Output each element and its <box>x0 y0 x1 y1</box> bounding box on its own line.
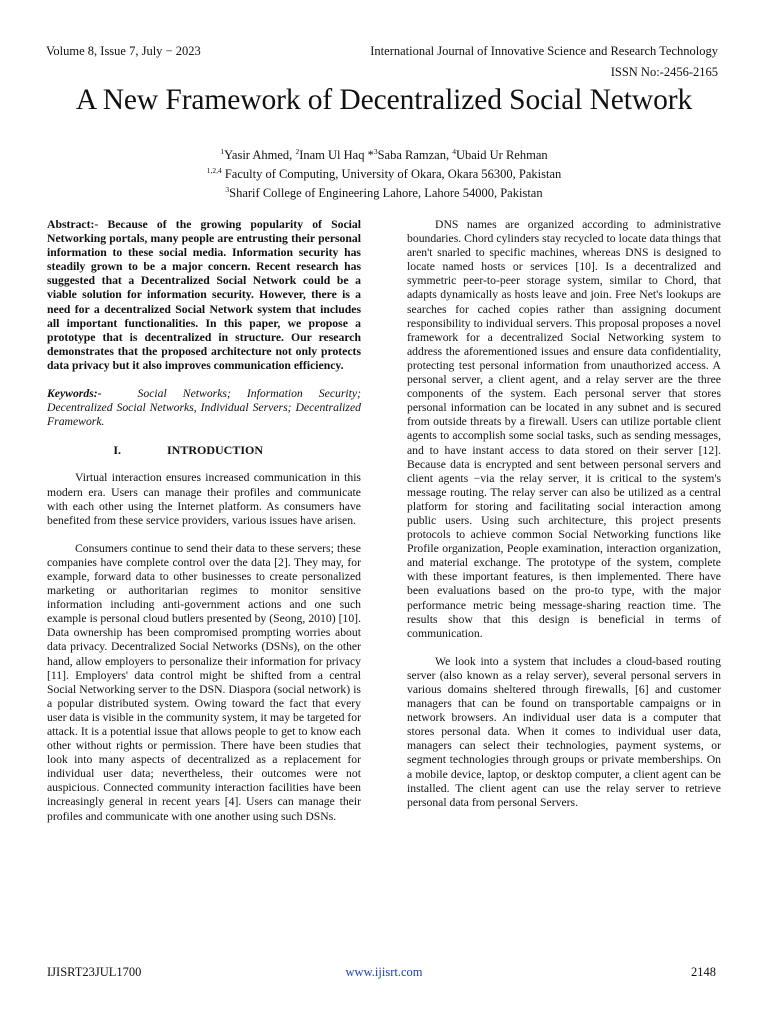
body-paragraph: We look into a system that includes a cloud-based routing server (also known as a relay server), several personal servers in various domains sheltered through firewalls, [6] and customer managers that can be found on transportable campaigns or in network browsers. An individual user data is a computer that stores personal data. When it comes to individual user data, managers can select their technologies, payment systems, or segment technologies through groups or private memberships. On a mobile device, laptop, or desktop computer, a client agent can be installed. The client agent can use the relay server to retrieve personal data from personal Servers. <box>407 654 721 809</box>
affiliation-1 <box>0 163 768 182</box>
issn-number: ISSN No:-2456-2165 <box>610 65 718 79</box>
body-paragraph: Virtual interaction ensures increased communication in this modern era. Users can manage their profiles and communicate with each other using the Internet platform. As consumers have benefited from these service providers, various issues have arisen. <box>47 471 361 527</box>
author-2: Inam Ul Haq * <box>299 148 374 163</box>
author-4: Ubaid Ur Rehman <box>455 148 548 163</box>
abstract: Abstract:- Because of the growing popularity of Social Networking portals, many people are entrusting their personal information to these social media. Information security has steadily grown to be a major concern. Recent research has suggested that a Decentralized Social Network could be a viable solution for information security. However, there is a need for a decentralized Social Network system that includes all important functionalities. In this paper, we propose a prototype that is decentralized in structure. Our research demonstrates that the proposed architecture not only protects data privacy but it also improves communication efficiency. <box>47 218 361 372</box>
running-header-journal: International Journal of Innovative Science and Research Technology <box>370 44 718 58</box>
author-2-affil: 2 <box>295 147 300 156</box>
affiliation-2-marker: 3 <box>225 185 230 195</box>
author-4-affil: 4 <box>452 147 456 156</box>
section-title: INTRODUCTION <box>167 443 264 458</box>
section-heading <box>47 443 361 457</box>
section-number: I. <box>113 443 121 458</box>
footer-paper-id: IJISRT23JUL1700 <box>47 965 142 979</box>
author-names <box>0 144 768 163</box>
author-1-affil: 1 <box>220 147 225 156</box>
author-3-affil: 3 <box>373 147 378 156</box>
right-column <box>407 218 721 810</box>
paper-title: A New Framework of Decentralized Social Network <box>75 84 693 116</box>
running-header-volume: Volume 8, Issue 7, July − 2023 <box>46 44 201 58</box>
page-number: 2148 <box>691 965 716 979</box>
author-block <box>0 144 768 201</box>
keywords <box>47 387 361 429</box>
affiliation-2 <box>0 182 768 201</box>
left-column <box>47 218 361 824</box>
body-paragraph: DNS names are organized according to administrative boundaries. Chord cylinders stay recycled to locate data things that aren't snarled to specific machines, whereas DNS is designed to locate named hosts or services [10]. Is a decentralized and symmetric peer-to-peer storage system, similar to Chord, that adapts dynamically as hosts leave and join. Free Net's lookups are searches for cached copies rather than assigning document responsibility to individual servers. This proposal proposes a novel framework for a decentralized Social Networking system to address the aforementioned issues and ensure data confidentiality, protecting test personal information from unauthorized access. A personal server, a client agent, and a relay server are the three components of the system. Each personal server that stores personal information can be located in any subnet and is secured from outside threats by a firewall. Users can utilize portable client agents to accomplish some social tasks, such as sending messages, and to have instant access to data stored on their server [12]. Because data is encrypted and sent between personal servers and client agents −via the relay server, it is critical to the system's message routing. The relay server can also be utilized as a central platform for storing and facilitating social interaction among public users. Using such architecture, this project presents protocols to achieve common Social Networking functions like Profile organization, People examination, interaction organization, and material exchange. The prototype of the system, complete with these important features, is then implemented. There have been evaluations based on the pro-to type, with the major performance metric being message-sharing reaction time. The results show that this design is beneficial in terms of communication. <box>407 218 721 640</box>
body-paragraph: Consumers continue to send their data to these servers; these companies have complete control over the data [2]. They may, for example, forward data to other businesses to create personalized marketing or authoritarian regimes to monitor sensitive information including anti-government actions and one such example is personal cloud butlers presented by (Seong, 2010) [10]. Data ownership has been compromised prompting worries about data privacy. Decentralized Social Networks (DSNs), on the other hand, allow employers to personalize their information for privacy [11]. Employers' data control might be shifted from a central Social Networking server to the DSN. Diaspora (social network) is a popular distributed system. Owing toward the fact that every user data is visible in the community system, it may be targeted for attack. It is a potential issue that allows people to get to know each other without rights or permission. There have been studies that look into many aspects of decentralized as a replacement for individual user data; nevertheless, their outcomes were not auspicious. Connected community interaction facilities have been increasingly general in recent years [4]. Users can manage their profiles and communicate with one another using such DSNs. <box>47 541 361 823</box>
affiliation-1-text: Faculty of Computing, University of Okara, Okara 56300, Pakistan <box>221 167 562 182</box>
affiliation-1-marker: 1,2,4 <box>206 166 222 176</box>
author-3: Saba Ramzan, <box>377 148 453 163</box>
author-1: Yasir Ahmed, <box>224 148 296 163</box>
keywords-text: Social Networks; Information Security; Decentralized Social Networks, Individual Servers; Decentralized Framework. <box>47 387 361 429</box>
footer-website-link[interactable]: www.ijisrt.com <box>345 965 423 979</box>
affiliation-2-text: Sharif College of Engineering Lahore, Lahore 54000, Pakistan <box>229 186 543 201</box>
keywords-label: Keywords:- <box>47 387 102 401</box>
